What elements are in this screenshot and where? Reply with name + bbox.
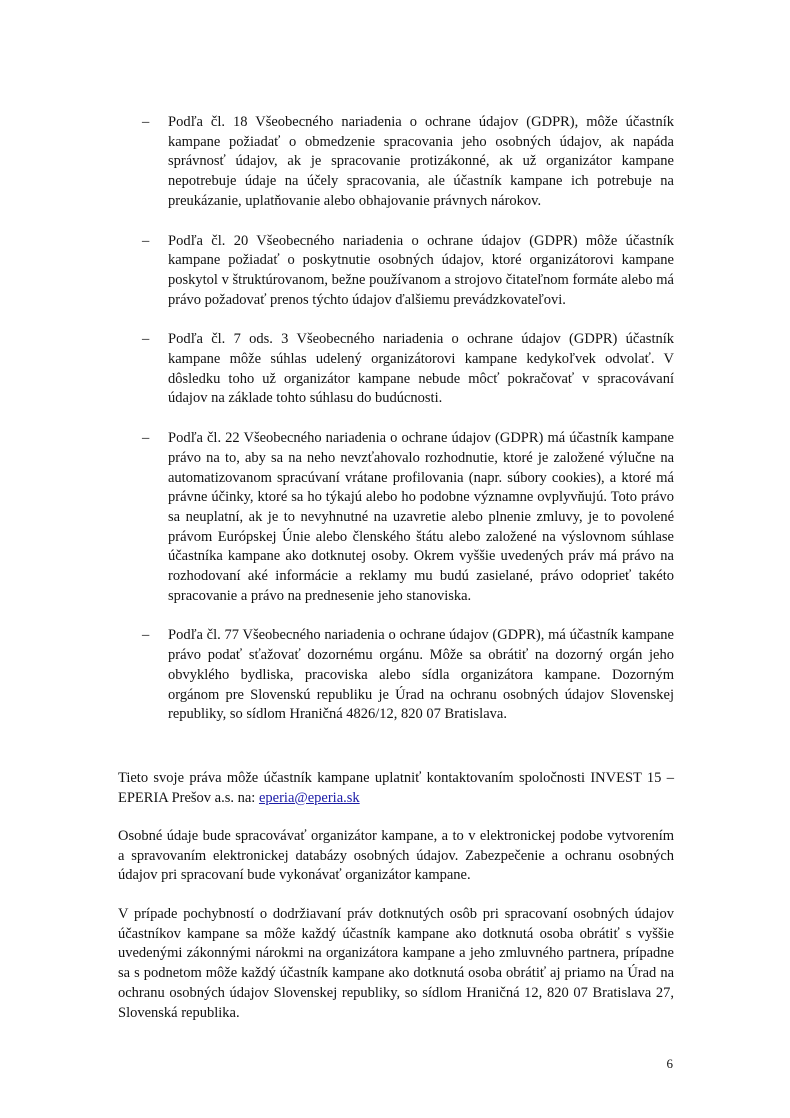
bullet-dash: –: [142, 114, 150, 130]
page-number: 6: [666, 1056, 673, 1071]
list-item: [142, 232, 674, 311]
processing-paragraph: Osobné údaje bude spracovávať organizátor kampane, a to v elektronickej podobe vytvorením a spravovaním elektronickej databázy osobných údajov. Zabezpečenie a ochranu osobných údajov pri spracovaní bude vykonávať organizátor kampane.: [118, 828, 674, 884]
rights-bullet-list: [142, 113, 674, 745]
list-item: [142, 626, 674, 725]
bullet-text: Podľa čl. 20 Všeobecného nariadenia o ochrane údajov (GDPR) môže účastník kampane požiadať o poskytnutie osobných údajov, ktoré organizátorovi kampane poskytol v štruktúrovanom, bežne používanom a strojovo čitateľnom formáte alebo má právo požadovať prenos týchto údajov ďalšiemu prevádzkovateľovi.: [168, 232, 674, 308]
contact-paragraph: [118, 769, 674, 808]
bullet-dash: –: [142, 331, 150, 348]
bullet-text: Podľa čl. 22 Všeobecného nariadenia o ochrane údajov (GDPR) má účastník kampane právo na to, aby sa na neho nevzťahovalo rozhodnutie, ktoré je založené výlučne na automatizovanom spracúvaní vrátane profilovania (napr. súbory cookies), a ktoré má právne účinky, ktoré sa ho týkajú alebo ho podobne významne ovplyvňujú. Toto právo sa neuplatní, ak je to nevyhnutné na uzavretie alebo plnenie zmluvy, je to povolené právom Európskej Únie alebo členského štátu alebo založené na výslovnom súhlase účastníka kampane ako dotknutej osoby. Okrem vyššie uvedených práv má právo na rozhodovaní aké informácie a reklamy mu budú zasielané, právo odoprieť takéto spracovanie a právo na prednesenie jeho stanoviska.: [168, 430, 674, 604]
bullet-text: Podľa čl. 7 ods. 3 Všeobecného nariadenia o ochrane údajov (GDPR) účastník kampane môže súhlas udelený organizátorovi kampane kedykoľvek odvolať. V dôsledku toho už organizátor kampane nebude môcť pokračovať v spracovávaní údajov na základe tohto súhlasu do budúcnosti.: [168, 331, 674, 407]
list-item: [142, 429, 674, 606]
complaint-paragraph: V prípade pochybností o dodržiavaní práv dotknutých osôb pri spracovaní osobných údajov účastníkov kampane sa môže každý účastník kampane ako dotknutá osoba obrátiť s vyššie uvedenými zákonnými nárokmi na organizátora kampane a jeho zmluvného partnera, prípadne sa s podnetom môže každý účastník kampane ako dotknutá osoba obrátiť aj priamo na Úrad na ochranu osobných údajov Slovenskej republiky, so sídlom Hraničná 12, 820 07 Bratislava 27, Slovenská republika.: [118, 906, 674, 1021]
contact-text: Tieto svoje práva môže účastník kampane uplatniť kontaktovaním spoločnosti INVEST 15 – EPERIA Prešov a.s. na:: [118, 770, 674, 806]
email-link[interactable]: eperia@eperia.sk: [258, 789, 360, 806]
bullet-dash: –: [142, 232, 150, 249]
bullet-text: Podľa čl. 77 Všeobecného nariadenia o ochrane údajov (GDPR), má účastník kampane právo podať sťažovať dozornému orgánu. Môže sa obrátiť na dozorný orgán jeho obvyklého bydliska, pracoviska alebo sídla organizátora kampane. Dozorným orgánom pre Slovenskú republiku je Úrad na ochranu osobných údajov Slovenskej republiky, so sídlom Hraničná 4826/12, 820 07 Bratislava.: [168, 627, 674, 723]
bullet-dash: –: [142, 627, 150, 644]
list-item: [142, 113, 674, 212]
list-item: [142, 330, 674, 409]
bullet-dash: –: [142, 430, 150, 447]
bullet-text: Podľa čl. 18 Všeobecného nariadenia o ochrane údajov (GDPR), môže účastník kampane požiadať o obmedzenie spracovania jeho osobných údajov, ak napáda správnosť údajov, ak je spracovanie protizákonné, ak už organizátor kampane nepotrebuje údaje na účely spracovania, ale účastník kampane ich potrebuje na preukázanie, uplatňovanie alebo obhajovanie právnych nárokov.: [168, 114, 674, 209]
